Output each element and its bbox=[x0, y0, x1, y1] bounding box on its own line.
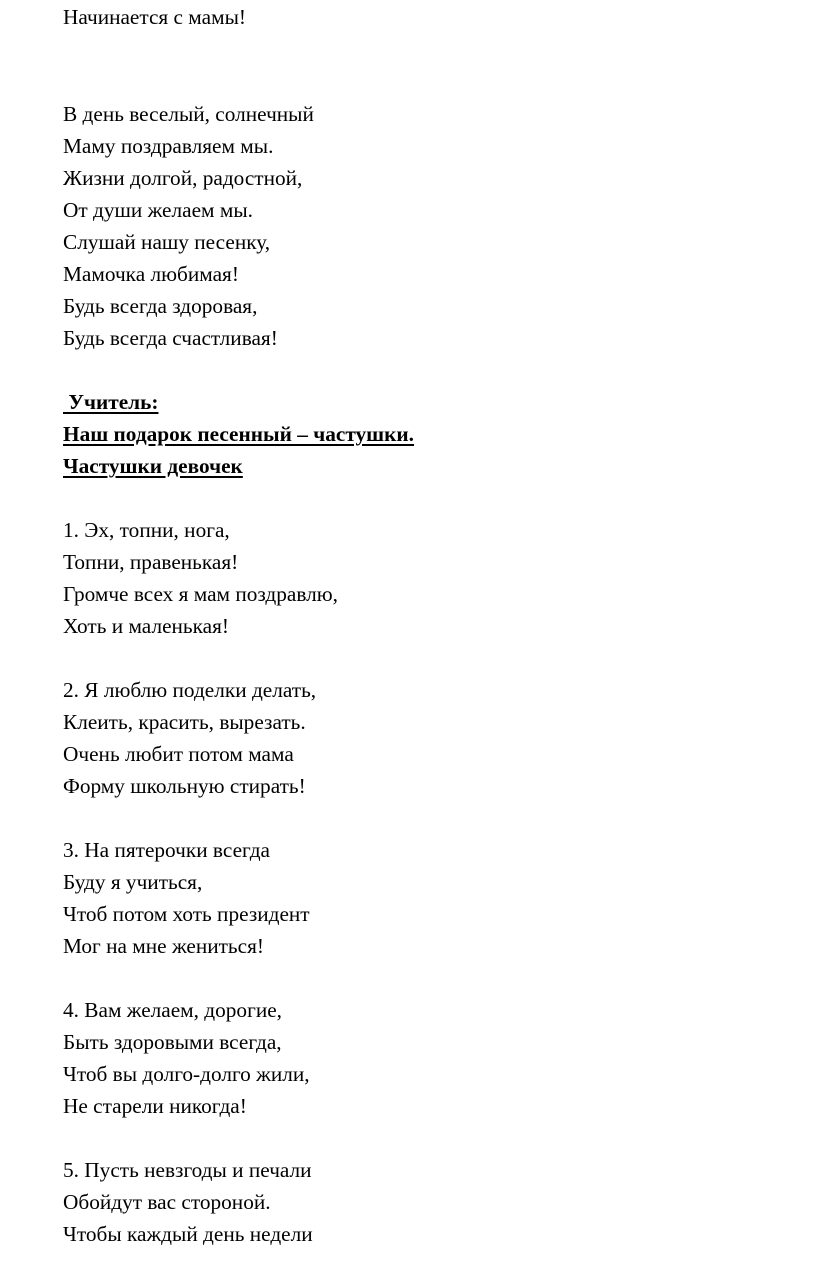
verse-5 bbox=[63, 1154, 803, 1250]
song-line: В день веселый, солнечный bbox=[63, 102, 314, 126]
verse-line: Буду я учиться, bbox=[63, 870, 203, 894]
verse-line: Клеить, красить, вырезать. bbox=[63, 710, 306, 734]
song-stanza bbox=[63, 98, 803, 354]
song-line: Слушай нашу песенку, bbox=[63, 230, 271, 254]
spacer bbox=[63, 354, 803, 386]
verse-line: Форму школьную стирать! bbox=[63, 774, 306, 798]
verse-line: Очень любит потом мама bbox=[63, 742, 294, 766]
verse-line: 5. Пусть невзгоды и печали bbox=[63, 1158, 312, 1182]
verse-line: 4. Вам желаем, дорогие, bbox=[63, 998, 282, 1022]
spacer bbox=[63, 802, 803, 834]
song-line: Жизни долгой, радостной, bbox=[63, 166, 303, 190]
spacer bbox=[63, 1122, 803, 1154]
verse-line: Мог на мне жениться! bbox=[63, 934, 264, 958]
verse-line: 2. Я люблю поделки делать, bbox=[63, 678, 317, 702]
verse-line: Громче всех я мам поздравлю, bbox=[63, 582, 338, 606]
verse-line: Быть здоровыми всегда, bbox=[63, 1030, 282, 1054]
spacer bbox=[63, 34, 803, 98]
verse-line: 1. Эх, топни, нога, bbox=[63, 518, 230, 542]
announcement-heading: Наш подарок песенный – частушки. bbox=[63, 422, 415, 446]
verse-line: Обойдут вас стороной. bbox=[63, 1190, 271, 1214]
song-line: Будь всегда счастливая! bbox=[63, 326, 278, 350]
verse-line: Не старели никогда! bbox=[63, 1094, 247, 1118]
document-page bbox=[63, 0, 803, 1250]
verse-line: Топни, правенькая! bbox=[63, 550, 239, 574]
song-line: Мамочка любимая! bbox=[63, 262, 239, 286]
verse-line: Чтоб потом хоть президент bbox=[63, 902, 310, 926]
speaker-heading: Учитель: bbox=[63, 390, 159, 414]
song-line: Будь всегда здоровая, bbox=[63, 294, 258, 318]
section-heading: Частушки девочек bbox=[63, 454, 243, 478]
song-line: Маму поздравляем мы. bbox=[63, 134, 274, 158]
verse-line: Чтобы каждый день недели bbox=[63, 1222, 313, 1246]
spacer bbox=[63, 482, 803, 514]
verse-1 bbox=[63, 514, 803, 642]
verse-line: 3. На пятерочки всегда bbox=[63, 838, 270, 862]
verse-2 bbox=[63, 674, 803, 802]
verse-line: Хоть и маленькая! bbox=[63, 614, 229, 638]
spacer bbox=[63, 962, 803, 994]
intro-tail-line: Начинается с мамы! bbox=[63, 5, 246, 29]
headings-block bbox=[63, 386, 803, 482]
song-line: От души желаем мы. bbox=[63, 198, 253, 222]
verse-3 bbox=[63, 834, 803, 962]
verse-4 bbox=[63, 994, 803, 1122]
spacer bbox=[63, 642, 803, 674]
verse-line: Чтоб вы долго-долго жили, bbox=[63, 1062, 310, 1086]
